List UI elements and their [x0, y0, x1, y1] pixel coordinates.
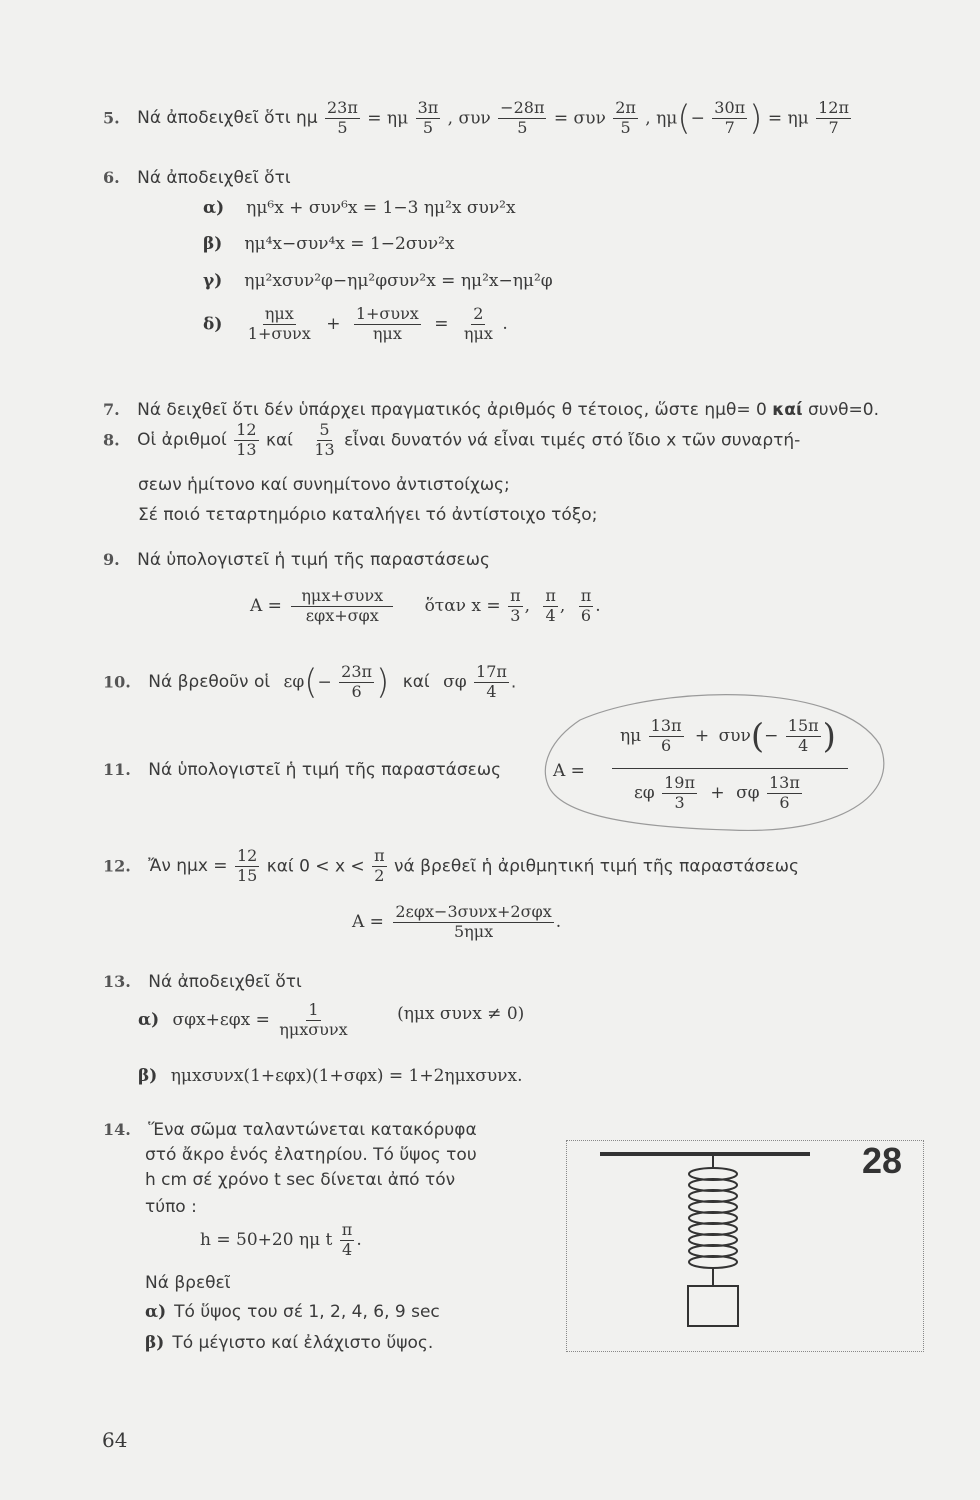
exercise-text: Νά ἀποδειχθεῖ ὅτι ημ [137, 108, 318, 129]
exercise-14-line3: h cm σέ χρόνο t sec δίνεται ἀπό τόν [145, 1170, 456, 1190]
fraction-bar [612, 768, 848, 769]
exercise-11: 11. Νά ὑπολογιστεῖ ἡ τιμή τῆς παραστάσεως [103, 760, 502, 780]
exercise-11-denominator: εφ $\frac{19\pi}{3}$ + σφ $\frac{13\pi}{6}$ [634, 773, 800, 812]
exercise-9: 9. Νά ὑπολογιστεῖ ἡ τιμή τῆς παραστάσεως [103, 550, 490, 570]
exercise-12-expression: A = $\frac{\text{2εφx−3συνx+2σφx}}{\text{5ημx}}$ . [352, 902, 562, 941]
exercise-6: 6. Νά ἀποδειχθεῖ ὅτι [103, 168, 291, 188]
exercise-14b: β) Τό μέγιστο καί ἐλάχιστο ὕψος. [145, 1333, 434, 1353]
exercise-number: 5. [103, 108, 120, 128]
exercise-8-line3: Σέ ποιό τεταρτημόριο καταλήγει τό ἀντίστοιχο τόξο; [138, 505, 598, 525]
exercise-14-line2: στό ἄκρο ἑνός ἐλατηρίου. Τό ὕψος του [145, 1145, 477, 1165]
exercise-13: 13. Νά ἀποδειχθεῖ ὅτι [103, 972, 302, 992]
exercise-6d: δ) $\frac{\text{ημx}}{\text{1+συνx}}$ + $\frac{\text{1+συνx}}{\text{ημx}}$ = $\frac{2}{\text{ημx}}$ . [203, 304, 508, 343]
fraction: $\frac{2\pi}{5}$ [615, 98, 636, 137]
exercise-12: 12. Ἄν ημx = $\frac{12}{15}$ καί 0 < x < $\frac{\pi}{2}$ νά βρεθεῖ ἡ ἀριθμητική τιμή τῆς παραστάσεως [103, 846, 799, 885]
exercise-14: 14. Ἕνα σῶμα ταλαντώνεται κατακόρυφα [103, 1120, 477, 1140]
exercise-9-expression: A = $\frac{\text{ημx+συνx}}{\text{εφx+σφx}}$ ὅταν x = $\frac{\pi}{3}$ , $\frac{\pi}{4}$ , $\frac{\pi}{6}$ . [250, 586, 601, 625]
exercise-13a: α) σφx+εφx = $\frac{1}{\text{ημxσυνx}}$ (ημx συνx ≠ 0) [138, 1000, 525, 1039]
exercise-14-formula: h = 50+20 ημ t $\frac{\pi}{4}$ . [200, 1220, 362, 1259]
fraction: $\frac{3\pi}{5}$ [417, 98, 439, 137]
exercise-14-line4: τύπο : [145, 1197, 197, 1217]
page-number: 64 [102, 1428, 128, 1452]
exercise-8: 8. Οἱ ἀριθμοί $\frac{12}{13}$ καί $\frac{5}{13}$ εἶναι δυνατόν νά εἶναι τιμές στό ἴδιο x τῶν συναρτή- [103, 420, 801, 459]
exercise-6a: α) ημ⁶x + συν⁶x = 1−3 ημ²x συν²x [203, 198, 516, 218]
exercise-11-numerator: ημ $\frac{13\pi}{6}$ + συν(− $\frac{15\pi}{4}$ ) [620, 716, 836, 757]
exercise-14-line5: Νά βρεθεῖ [145, 1273, 231, 1293]
fraction: $\frac{23\pi}{5}$ [326, 98, 358, 137]
exercise-6b: β) ημ⁴x−συν⁴x = 1−2συν²x [203, 234, 455, 254]
exercise-8-line2: σεων ἡμίτονο καί συνημίτονο ἀντιστοίχως; [138, 475, 510, 495]
figure-label: 28 [862, 1140, 903, 1181]
exercise-10: 10. Νά βρεθοῦν οἱ εφ(− $\frac{23\pi}{6}$ ) καί σφ $\frac{17\pi}{4}$ . [103, 662, 517, 703]
hand-drawn-oval [540, 685, 900, 845]
exercise-6c: γ) ημ²xσυν²φ−ημ²φσυν²x = ημ²x−ημ²φ [203, 271, 553, 291]
exercise-13b: β) ημxσυνx(1+εφx)(1+σφx) = 1+2ημxσυνx. [138, 1066, 523, 1086]
fraction: $\frac{12\pi}{7}$ [818, 98, 849, 137]
exercise-14a: α) Τό ὕψος του σέ 1, 2, 4, 6, 9 sec [145, 1302, 440, 1322]
fraction: $\frac{30\pi}{7}$ [714, 98, 746, 137]
exercise-5: 5. Νά ἀποδειχθεῖ ὅτι ημ $\frac{23\pi}{5}$ = ημ $\frac{3\pi}{5}$ , συν $\frac{-28\pi}{5}$ = συν $\frac{2\pi}{5}$ , ημ(− $\frac{30\pi}{7}$ ) = ημ $\frac{12\pi}{7}$ [103, 98, 849, 139]
exercise-11-A: A = [553, 761, 585, 781]
spring-figure [590, 1148, 820, 1348]
fraction: $\frac{-28\pi}{5}$ [500, 98, 545, 137]
exercise-7: 7. Νά δειχθεῖ ὅτι δέν ὑπάρχει πραγματικός ἀριθμός θ τέτοιος, ὥστε ημθ= 0 καί συνθ=0. [103, 400, 879, 420]
